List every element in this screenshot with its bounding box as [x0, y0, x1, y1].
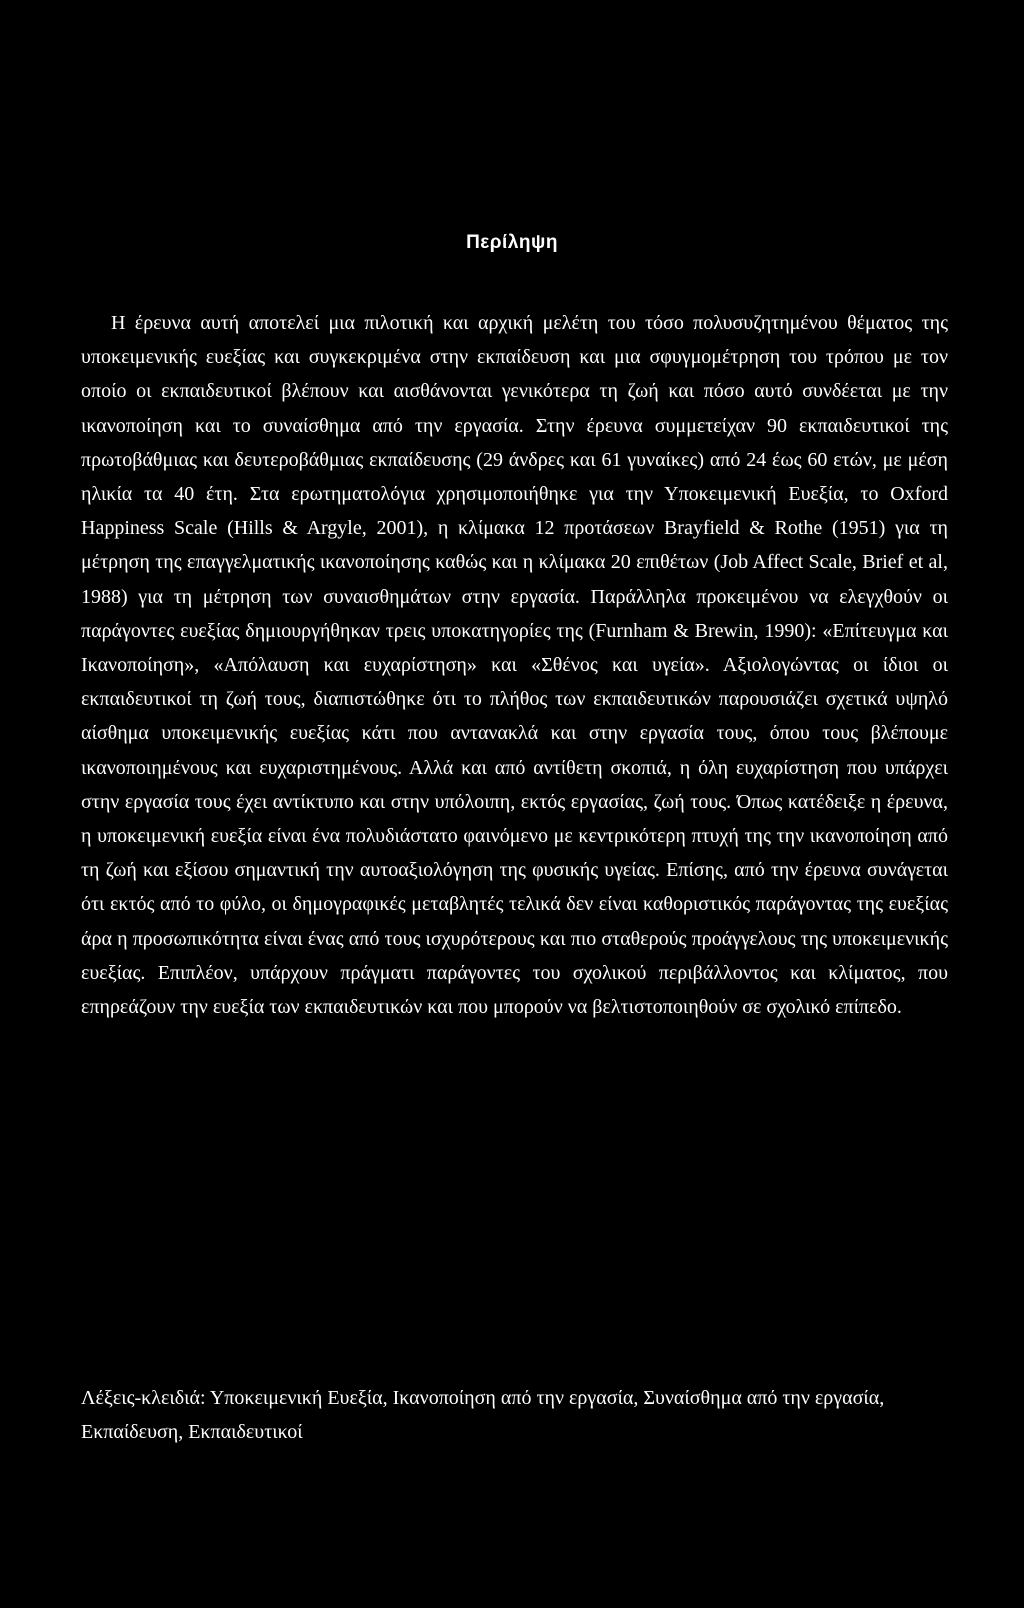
- keywords-paragraph: [81, 1381, 948, 1449]
- abstract-title: Περίληψη: [466, 232, 558, 253]
- keywords-label: Λέξεις-κλειδιά:: [81, 1387, 206, 1409]
- keywords-list: Υποκειμενική Ευεξία, Ικανοποίηση από την εργασία, Συναίσθημα από την εργασία, Εκπαίδευση, Εκπαιδευτικοί: [81, 1387, 885, 1443]
- abstract-body: Η έρευνα αυτή αποτελεί μια πιλοτική και αρχική μελέτη του τόσο πολυσυζητημένου θέματος της υποκειμενικής ευεξίας και συγκεκριμένα στην εκπαίδευση και μια σφυγμομέτρηση του τρόπου με τον οποίο οι εκπαιδευτικοί βλέπουν και αισθάνονται γενικότερα τη ζωή και πόσο αυτό συνδέεται με την ικανοποίηση και το συναίσθημα από την εργασία. Στην έρευνα συμμετείχαν 90 εκπαιδευτικοί της πρωτοβάθμιας και δευτεροβάθμιας εκπαίδευσης (29 άνδρες και 61 γυναίκες) από 24 έως 60 ετών, με μέση ηλικία τα 40 έτη. Στα ερωτηματολόγια χρησιμοποιήθηκε για την Υποκειμενική Ευεξία, το Oxford Happiness Scale (Hills & Argyle, 2001), η κλίμακα 12 προτάσεων Brayfield & Rothe (1951) για τη μέτρηση της επαγγελματικής ικανοποίησης καθώς και η κλίμακα 20 επιθέτων (Job Affect Scale, Brief et al, 1988) για τη μέτρηση των συναισθημάτων στην εργασία. Παράλληλα προκειμένου να ελεγχθούν οι παράγοντες ευεξίας δημιουργήθηκαν τρεις υποκατηγορίες της (Furnham & Brewin, 1990): «Επίτευγμα και Ικανοποίηση», «Απόλαυση και ευχαρίστηση» και «Σθένος και υγεία». Αξιολογώντας οι ίδιοι οι εκπαιδευτικοί τη ζωή τους, διαπιστώθηκε ότι το πλήθος των εκπαιδευτικών παρουσιάζει σχετικά υψηλό αίσθημα υποκειμενικής ευεξίας κάτι που αντανακλά και στην εργασία τους, όπου τους βλέπουμε ικανοποιημένους και ευχαριστημένους. Αλλά και από αντίθετη σκοπιά, η όλη ευχαρίστηση που υπάρχει στην εργασία τους έχει αντίκτυπο και στην υπόλοιπη, εκτός εργασίας, ζωή τους. Όπως κατέδειξε η έρευνα, η υποκειμενική ευεξία είναι ένα πολυδιάστατο φαινόμενο με κεντρικότερη πτυχή της την ικανοποίηση από τη ζωή και εξίσου σημαντική την αυτοαξιολόγηση της φυσικής υγείας. Επίσης, από την έρευνα συνάγεται ότι εκτός από το φύλο, οι δημογραφικές μεταβλητές τελικά δεν είναι καθοριστικός παράγοντας της ευεξίας άρα η προσωπικότητα είναι ένας από τους ισχυρότερους και πιο σταθερούς προάγγελους της υποκειμενικής ευεξίας. Επιπλέον, υπάρχουν πράγματι παράγοντες του σχολικού περιβάλλοντος και κλίματος, που επηρεάζουν την ευεξία των εκπαιδευτικών και που μπορούν να βελτιστοποιηθούν σε σχολικό επίπεδο.: [81, 312, 948, 1019]
